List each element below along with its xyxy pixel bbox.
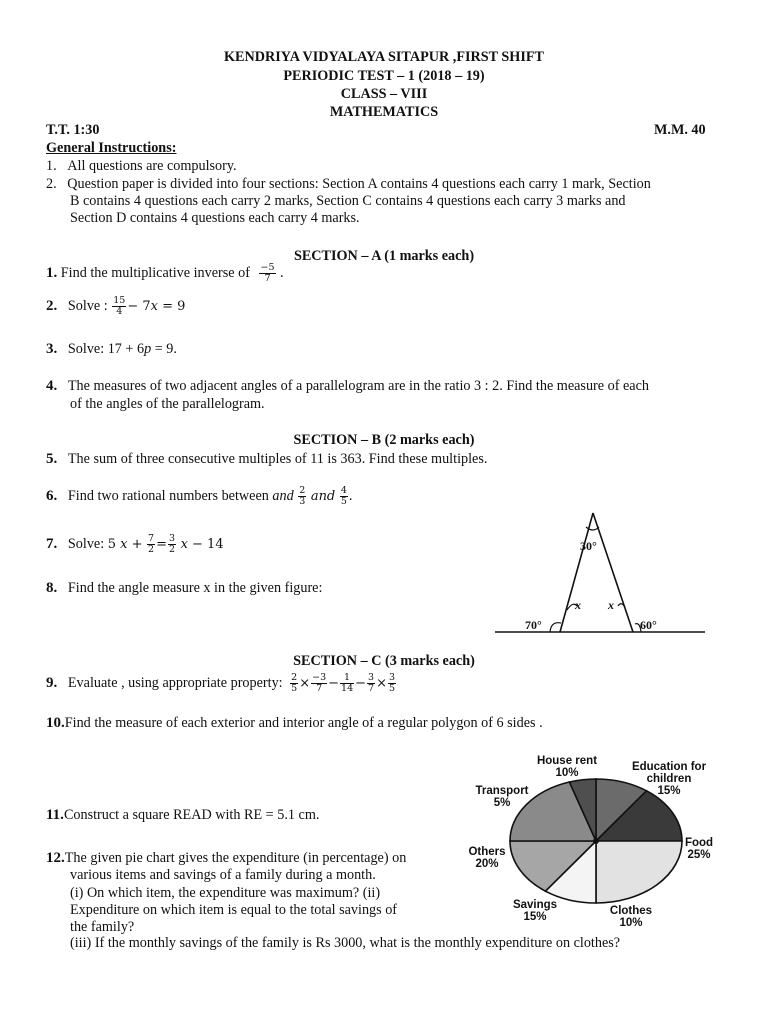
- section-c-heading: SECTION – C (3 marks each): [293, 653, 475, 669]
- question-2: 2. Solve : $\frac{15}{4}$ − 7𝑥 = 9: [46, 295, 186, 317]
- class-label: CLASS – VIII: [340, 86, 428, 102]
- pie-center-dot: [593, 838, 599, 844]
- figure-left-edge: [560, 513, 593, 632]
- school-name: KENDRIYA VIDYALAYA SITAPUR ,FIRST SHIFT: [224, 49, 544, 65]
- question-12-line6: (iii) If the monthly savings of the family is Rs 3000, what is the monthly expenditure on clothes?: [70, 935, 621, 951]
- figure-bottom-right-angle: 60°: [640, 618, 657, 632]
- question-12-line5: the family?: [70, 919, 135, 935]
- question-5: 5. The sum of three consecutive multiples of 11 is 363. Find these multiples.: [46, 451, 488, 467]
- pie-label-clothes: Clothes 10%: [609, 905, 653, 929]
- question-6: 6. Find two rational numbers between and $\frac{2}{3}$ 𝑎𝑛𝑑 $\frac{4}{5}$ .: [46, 485, 353, 507]
- pie-label-savings: Savings 15%: [512, 899, 558, 923]
- question-4: 4. The measures of two adjacent angles of a parallelogram are in the ratio 3 : 2. Find the measure of each: [46, 378, 649, 394]
- question-9: 9. Evaluate , using appropriate property: $\frac{2}{5}$ × $\frac{-3}{7}$ − $\frac{1}{14}$ − $\frac{3}{7}$ × $\frac{3}{5}$: [46, 672, 396, 694]
- question-12-line3: (i) On which item, the expenditure was maximum? (ii): [70, 885, 381, 901]
- figure-bl-arc: [550, 623, 561, 632]
- pie-label-food: Food 25%: [684, 837, 714, 861]
- question-1: 1. Find the multiplicative inverse of $\frac{-5}{7}$ .: [46, 262, 284, 284]
- figure-bottom-left-angle: 70°: [525, 618, 542, 632]
- instruction-2-line3: Section D contains 4 questions each carry 4 marks.: [70, 210, 360, 226]
- question-10: 10.Find the measure of each exterior and interior angle of a regular polygon of 6 sides .: [46, 715, 543, 731]
- time-allowed: T.T. 1:30: [46, 122, 100, 138]
- max-marks: M.M. 40: [654, 122, 706, 138]
- figure-right-edge: [593, 513, 633, 632]
- angle-figure: [495, 505, 705, 637]
- section-b-heading: SECTION – B (2 marks each): [293, 432, 475, 448]
- question-8: 8. Find the angle measure x in the given figure:: [46, 580, 323, 596]
- question-12-line2: various items and savings of a family during a month.: [70, 867, 376, 883]
- pie-label-house-rent: House rent 10%: [536, 755, 598, 779]
- test-title: PERIODIC TEST – 1 (2018 – 19): [283, 68, 485, 84]
- instructions-title: General Instructions:: [46, 140, 177, 156]
- pie-label-others: Others 20%: [468, 846, 506, 870]
- question-12: 12.The given pie chart gives the expenditure (in percentage) on: [46, 850, 407, 866]
- pie-label-education-for-children: Education for children 15%: [631, 761, 707, 797]
- section-a-heading: SECTION – A (1 marks each): [293, 248, 475, 264]
- instruction-1: 1. All questions are compulsory.: [46, 158, 237, 174]
- question-11: 11.Construct a square READ with RE = 5.1 cm.: [46, 807, 320, 823]
- figure-top-angle: 30°: [580, 539, 597, 553]
- pie-label-transport: Transport 5%: [475, 785, 529, 809]
- figure-left-x: x: [575, 598, 581, 612]
- subject-label: MATHEMATICS: [329, 104, 439, 120]
- pie-slice-food: [596, 841, 682, 903]
- figure-right-x: x: [608, 598, 614, 612]
- question-3: 3. Solve: 17 + 6p = 9.: [46, 341, 177, 357]
- question-4-line2: of the angles of the parallelogram.: [70, 396, 265, 412]
- expenditure-pie-chart: [455, 750, 727, 930]
- question-7: 7. Solve: 5 𝑥 + $\frac{7}{2}$ = $\frac{3}{2}$ 𝑥 − 14: [46, 533, 224, 555]
- question-12-line4: Expenditure on which item is equal to the total savings of: [70, 902, 398, 918]
- instruction-2: 2. Question paper is divided into four sections: Section A contains 4 questions each carry 1 mark, Section: [46, 176, 651, 192]
- instruction-2-line2: B contains 4 questions each carry 2 marks, Section C contains 4 questions each carry 3 marks and: [70, 193, 626, 209]
